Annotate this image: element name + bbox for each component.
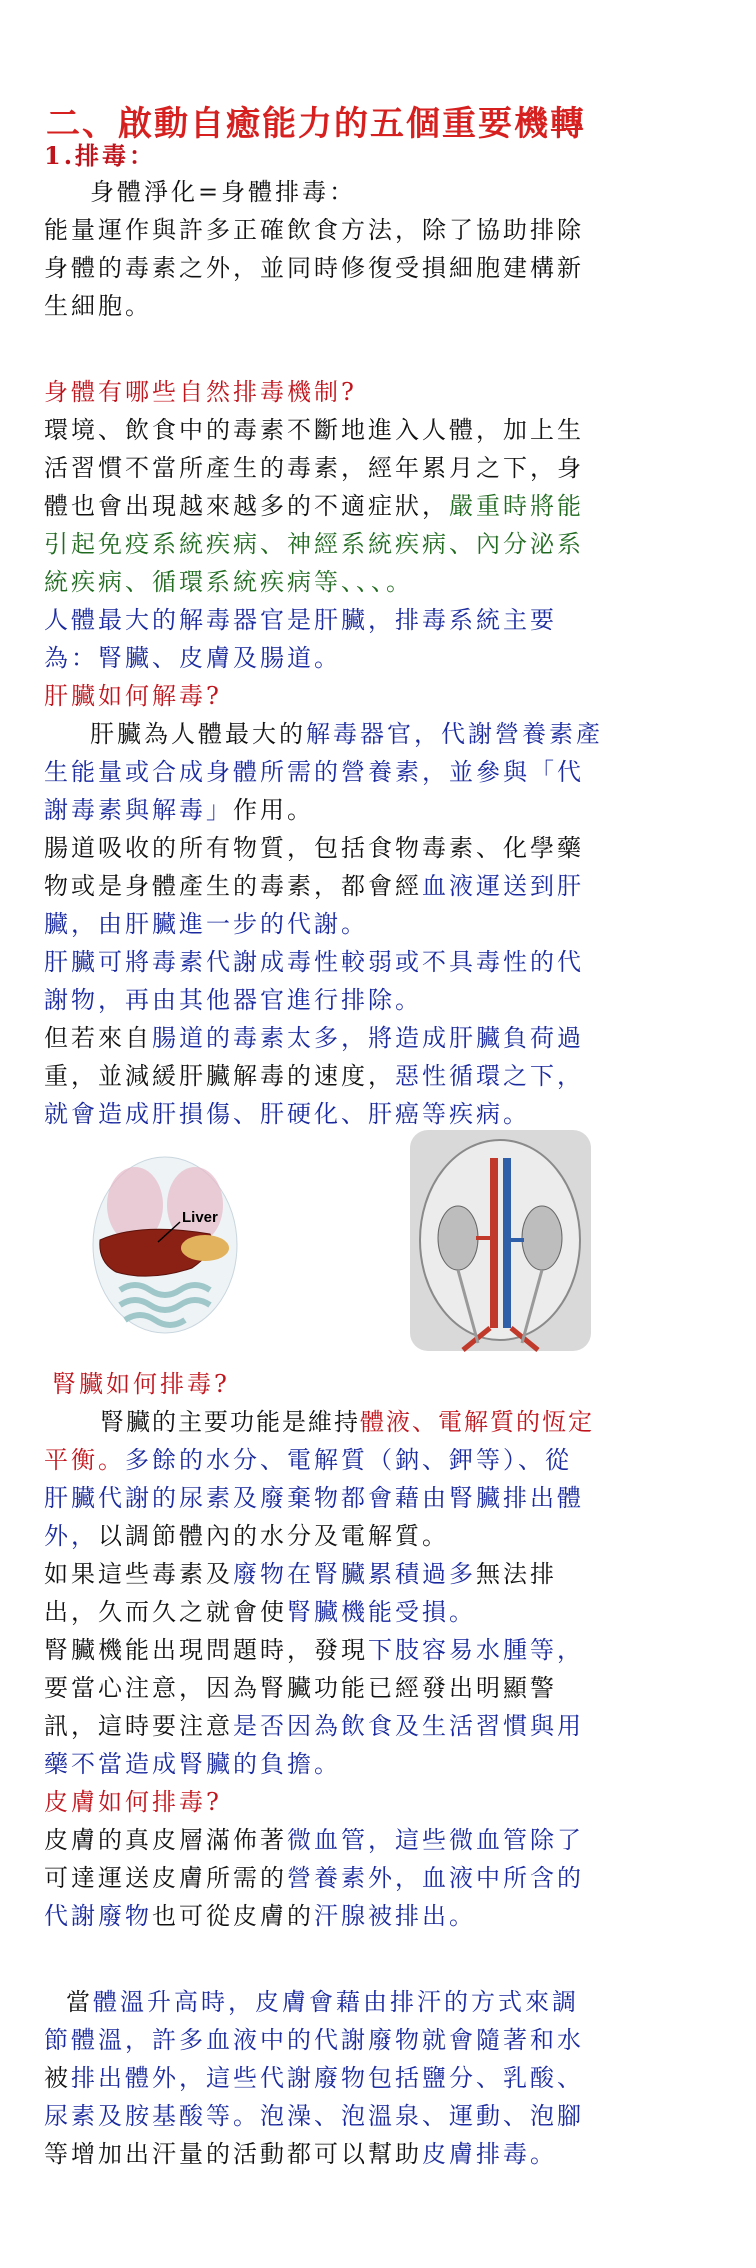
skin-p1-g: 汗腺被排出。 bbox=[314, 1902, 476, 1930]
kidney-left bbox=[438, 1206, 478, 1270]
skin-p2-line-1 bbox=[66, 1986, 579, 2018]
skin-p2-h: 鹽分、乳酸、 bbox=[422, 2064, 584, 2092]
liver-p1-a: 肝臟為人體最大的 bbox=[90, 720, 306, 748]
natural-p2-line-2: 為：腎臟、皮膚及腸道。 bbox=[44, 644, 341, 672]
skin-p1-a: 皮膚的真皮層滿佈著 bbox=[44, 1826, 287, 1854]
kidney-p1-d: 多餘的水分、電解質（鈉、鉀等）、從 bbox=[125, 1446, 572, 1474]
liver-p4-c: 重，並減緩肝臟解毒的速度， bbox=[44, 1062, 395, 1090]
natural-p1-line-2: 活習慣不當所產生的毒素，經年累月之下，身 bbox=[44, 454, 584, 482]
skin-p2-a: 當 bbox=[66, 1988, 93, 2016]
kidney-right bbox=[522, 1206, 562, 1270]
kidney-p1-line-2 bbox=[44, 1444, 572, 1476]
natural-p1-text: 體也會出現越來越多的不適症狀， bbox=[44, 492, 449, 520]
liver-p1-line-1 bbox=[90, 718, 603, 750]
liver-p2-line-2 bbox=[44, 870, 584, 902]
liver-p2-line-1: 腸道吸收的所有物質，包括食物毒素、化學藥 bbox=[44, 834, 584, 862]
subheading-purification: 身體淨化=身體排毒： bbox=[90, 178, 357, 206]
skin-p2-b: 體溫升高時，皮膚會藉由排汗的方式來 bbox=[93, 1988, 552, 2016]
kidney-p2-a: 如果這些毒素及 bbox=[44, 1560, 233, 1588]
skin-p1-d: 營養素外，血液中所含的 bbox=[287, 1864, 584, 1892]
kidney-p3-a: 腎臟機能出現問題時，發現 bbox=[44, 1636, 368, 1664]
kidney-p3-line-1 bbox=[44, 1634, 584, 1666]
kidney-p1-line-1 bbox=[100, 1406, 594, 1438]
skin-p2-line-5 bbox=[44, 2138, 557, 2170]
liver-p2-line-3: 臟，由肝臟進一步的代謝。 bbox=[44, 910, 368, 938]
skin-p1-line-2 bbox=[44, 1862, 584, 1894]
liver-p4-line-2 bbox=[44, 1060, 584, 1092]
intro-line-3: 生細胞。 bbox=[44, 292, 152, 320]
kidney-p3-line-4: 藥不當造成腎臟的負擔。 bbox=[44, 1750, 341, 1778]
kidney-p3-b: 下肢容易水腫等， bbox=[368, 1636, 584, 1664]
kidney-p2-c: 無法排 bbox=[476, 1560, 557, 1588]
liver-p2-b: 血液運送到肝 bbox=[422, 872, 584, 900]
kidney-p3-line-2: 要當心注意，因為腎臟功能已經發出明顯警 bbox=[44, 1674, 557, 1702]
natural-p1-green-2: 引起免疫系統疾病、神經系統疾病、內分泌系 bbox=[44, 530, 584, 558]
skin-p2-d: 節體溫，許多血液中的 bbox=[44, 2026, 314, 2054]
kidney-illustration bbox=[408, 1128, 593, 1353]
kidney-heading: 腎臟如何排毒? bbox=[52, 1370, 230, 1398]
kidney-p2-d: 出，久而久之就會使 bbox=[44, 1598, 287, 1626]
kidney-p3-c: 訊，這時要注意 bbox=[44, 1712, 233, 1740]
liver-p1-line-3 bbox=[44, 794, 314, 826]
natural-p1-green-1: 嚴重時將能 bbox=[449, 492, 584, 520]
skin-p2-i: 等增加出汗量的活動都可以幫助 bbox=[44, 2140, 422, 2168]
liver-image-label: Liver bbox=[182, 1209, 218, 1226]
kidney-p1-f: 以調節體內的水分及電解質。 bbox=[98, 1522, 449, 1550]
natural-detox-heading: 身體有哪些自然排毒機制? bbox=[44, 378, 357, 406]
skin-p2-c: 調 bbox=[552, 1988, 579, 2016]
intro-line-1: 能量運作與許多正確飲食方法，除了協助排除 bbox=[44, 216, 584, 244]
skin-p2-line-3 bbox=[44, 2062, 584, 2094]
liver-p3-line-2: 謝物，再由其他器官進行排除。 bbox=[44, 986, 422, 1014]
kidney-p2-line-2 bbox=[44, 1596, 476, 1628]
skin-p1-e: 代謝廢物 bbox=[44, 1902, 152, 1930]
skin-heading: 皮膚如何排毒? bbox=[44, 1788, 222, 1816]
skin-p2-line-2 bbox=[44, 2024, 584, 2056]
skin-p2-e: 代謝廢物就會隨著和水 bbox=[314, 2026, 584, 2054]
kidney-p2-e: 腎臟機能受損。 bbox=[287, 1598, 476, 1626]
page-title: 二、啟動自癒能力的五個重要機轉 bbox=[46, 104, 586, 144]
natural-p1-line-3 bbox=[44, 490, 584, 522]
kidney-p1-e: 外， bbox=[44, 1522, 98, 1550]
natural-p1-green-3: 統疾病、循環系統疾病等、、、。 bbox=[44, 568, 413, 596]
skin-p1-b: 微血管，這些微血管除了 bbox=[287, 1826, 584, 1854]
skin-p1-line-3 bbox=[44, 1900, 476, 1932]
liver-illustration bbox=[80, 1150, 250, 1335]
liver-heading: 肝臟如何解毒? bbox=[44, 682, 222, 710]
kidney-p1-a: 腎臟的主要功能是維持 bbox=[100, 1408, 360, 1436]
intro-line-2: 身體的毒素之外，並同時修復受損細胞建構新 bbox=[44, 254, 584, 282]
natural-p1-line-1: 環境、飲食中的毒素不斷地進入人體，加上生 bbox=[44, 416, 584, 444]
natural-p2-line-1: 人體最大的解毒器官是肝臟，排毒系統主要 bbox=[44, 606, 557, 634]
skin-p2-g: 排出體外，這些代謝廢物包括 bbox=[71, 2064, 422, 2092]
kidney-p1-c: 平衡。 bbox=[44, 1446, 125, 1474]
liver-p4-b: 腸道的毒素太多，將造成肝臟負荷過 bbox=[152, 1024, 584, 1052]
skin-p1-line-1 bbox=[44, 1824, 584, 1856]
liver-p3-line-1: 肝臟可將毒素代謝成毒性較弱或不具毒性的代 bbox=[44, 948, 584, 976]
kidney-p1-b: 體液、電解質的恆定 bbox=[360, 1408, 594, 1436]
liver-p1-b: 解毒器官，代謝營養素產 bbox=[306, 720, 603, 748]
kidney-p1-line-4 bbox=[44, 1520, 449, 1552]
skin-p2-j: 皮膚排毒。 bbox=[422, 2140, 557, 2168]
stomach-organ bbox=[181, 1235, 229, 1261]
liver-p4-line-1 bbox=[44, 1022, 584, 1054]
liver-p1-c: 謝毒素與解毒」 bbox=[44, 796, 233, 824]
section-heading-detox: 1.排毒： bbox=[44, 141, 157, 170]
kidney-p2-b: 廢物在腎臟累積過多 bbox=[233, 1560, 476, 1588]
skin-p1-c: 可達運送皮膚所需的 bbox=[44, 1864, 287, 1892]
liver-p4-line-3: 就會造成肝損傷、肝硬化、肝癌等疾病。 bbox=[44, 1100, 530, 1128]
skin-p1-f: 也可從皮膚的 bbox=[152, 1902, 314, 1930]
liver-p4-d: 惡性循環之下， bbox=[395, 1062, 584, 1090]
skin-p2-line-4: 尿素及胺基酸等。泡澡、泡溫泉、運動、泡腳 bbox=[44, 2102, 584, 2130]
kidney-p1-line-3: 肝臟代謝的尿素及廢棄物都會藉由腎臟排出體 bbox=[44, 1484, 584, 1512]
kidney-p3-d: 是否因為飲食及生活習慣與用 bbox=[233, 1712, 584, 1740]
liver-p4-a: 但若來自 bbox=[44, 1024, 152, 1052]
skin-p2-f: 被 bbox=[44, 2064, 71, 2092]
kidney-p2-line-1 bbox=[44, 1558, 557, 1590]
liver-p1-line-2: 生能量或合成身體所需的營養素，並參與「代 bbox=[44, 758, 584, 786]
kidney-p3-line-3 bbox=[44, 1710, 584, 1742]
liver-p1-d: 作用。 bbox=[233, 796, 314, 824]
liver-p2-a: 物或是身體產生的毒素，都會經 bbox=[44, 872, 422, 900]
